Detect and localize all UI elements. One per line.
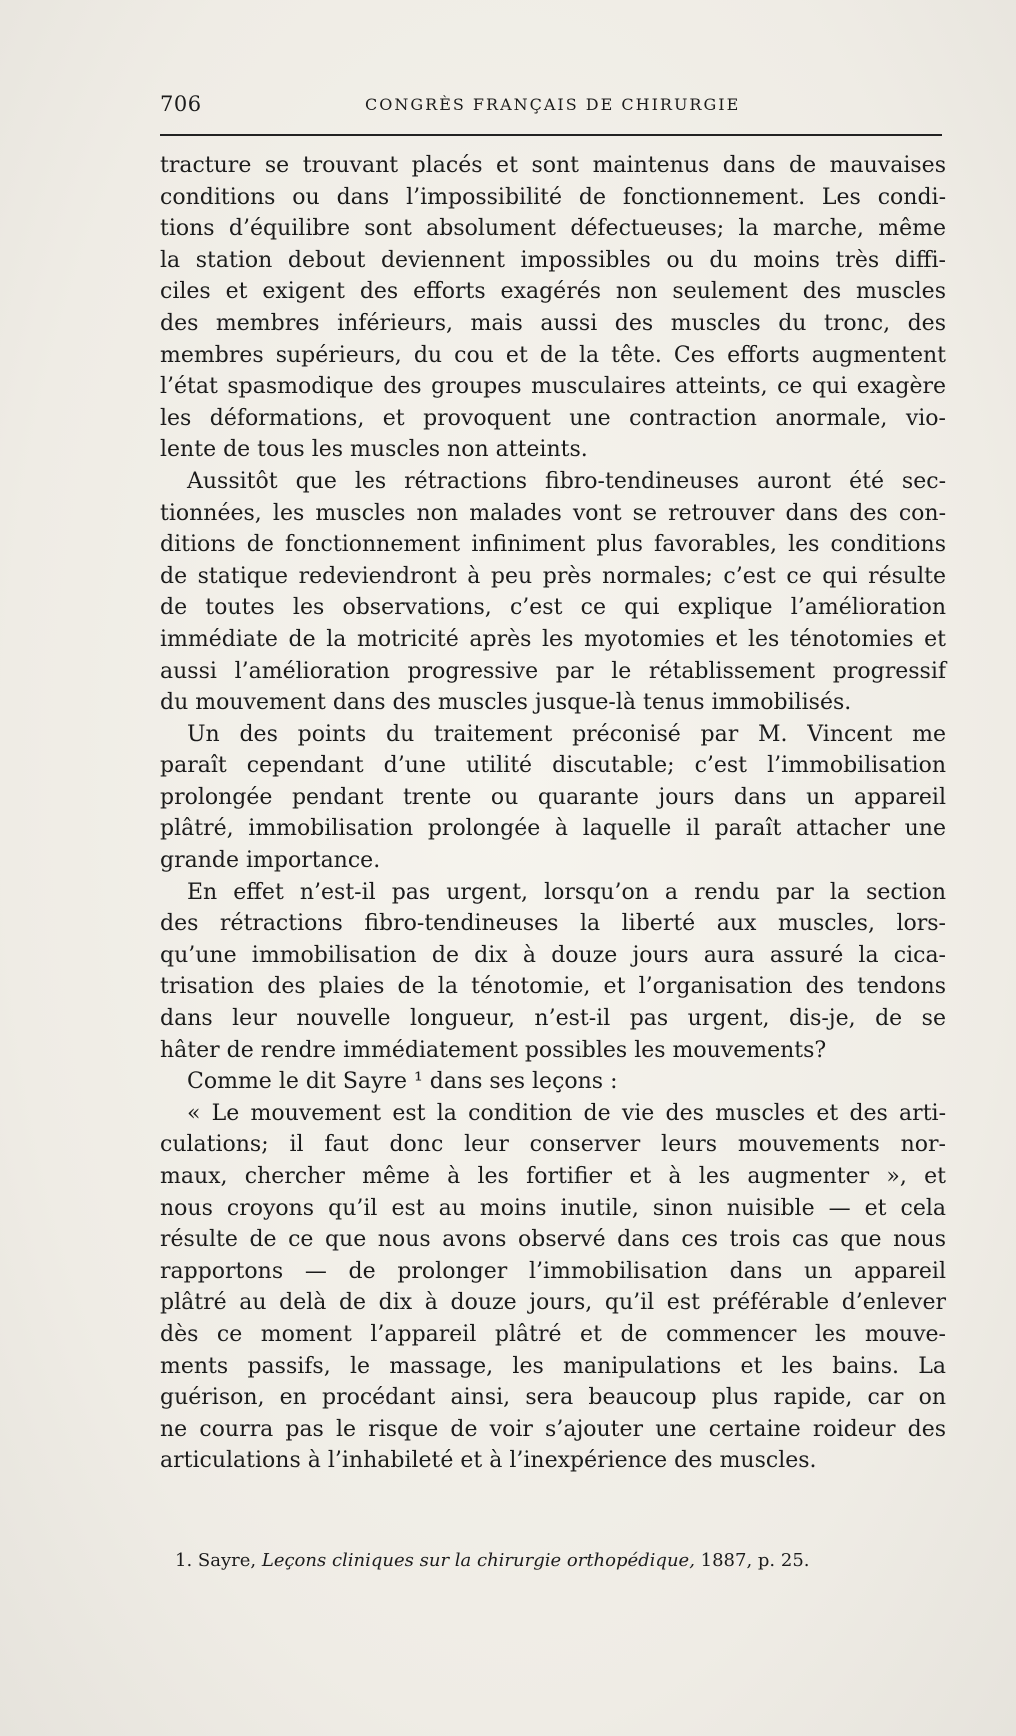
text-line: dans leur nouvelle longueur, n’est-il pas urgent, dis-je, de se (160, 1006, 946, 1032)
text-line: dès ce moment l’appareil plâtré et de commencer les mouve- (160, 1321, 946, 1347)
footnote-details: 1887, p. 25. (700, 1550, 810, 1571)
text-line: En effet n’est-il pas urgent, lorsqu’on a rendu par la section (187, 879, 946, 905)
text-line: conditions ou dans l’impossibilité de fonctionnement. Les condi- (160, 184, 946, 210)
text-line: « Le mouvement est la condition de vie des muscles et des arti- (187, 1100, 946, 1126)
text-line: du mouvement dans des muscles jusque-là tenus immobilisés. (160, 690, 852, 716)
text-line: paraît cependant d’une utilité discutable; c’est l’immobilisation (160, 753, 946, 779)
text-line: ments passifs, le massage, les manipulations et les bains. La (160, 1353, 946, 1379)
text-line: résulte de ce que nous avons observé dans ces trois cas que nous (160, 1227, 946, 1253)
footnote-author: Sayre, (197, 1550, 257, 1571)
running-head: CONGRÈS FRANÇAIS DE CHIRURGIE (365, 95, 741, 114)
text-line: grande importance. (160, 848, 381, 874)
text-line: la station debout deviennent impossibles ou du moins très diffi- (160, 247, 946, 273)
header-rule (160, 134, 942, 136)
text-line: hâter de rendre immédiatement possibles les mouvements? (160, 1037, 827, 1063)
text-line: Comme le dit Sayre ¹ dans ses leçons : (187, 1069, 618, 1095)
text-line: trisation des plaies de la ténotomie, et l’organisation des tendons (160, 974, 946, 1000)
text-line: plâtré au delà de dix à douze jours, qu’il est préférable d’enlever (160, 1290, 946, 1316)
text-line: les déformations, et provoquent une contraction anormale, vio- (160, 405, 946, 431)
text-line: lente de tous les muscles non atteints. (160, 437, 588, 463)
text-line: rapportons — de prolonger l’immobilisation dans un appareil (160, 1258, 946, 1284)
text-line: guérison, en procédant ainsi, sera beaucoup plus rapide, car on (160, 1385, 946, 1411)
text-line: ne courra pas le risque de voir s’ajouter une certaine roideur des (160, 1416, 946, 1442)
text-line: culations; il faut donc leur conserver leurs mouvements nor- (160, 1132, 946, 1158)
text-line: Aussitôt que les rétractions fibro-tendineuses auront été sec- (187, 468, 946, 494)
page-number: 706 (160, 92, 202, 116)
text-line: de toutes les observations, c’est ce qui explique l’amélioration (160, 595, 946, 621)
text-line: tionnées, les muscles non malades vont se retrouver dans des con- (160, 500, 946, 526)
text-line: prolongée pendant trente ou quarante jours dans un appareil (160, 784, 946, 810)
text-line: maux, chercher même à les fortifier et à les augmenter », et (160, 1164, 946, 1189)
text-line: plâtré, immobilisation prolongée à laquelle il paraît attacher une (160, 816, 946, 842)
text-line: qu’une immobilisation de dix à douze jours aura assuré la cica- (160, 942, 946, 968)
footnote-number: 1. (175, 1550, 193, 1571)
text-line: immédiate de la motricité après les myotomies et les ténotomies et (160, 626, 946, 652)
text-line: ditions de fonctionnement infiniment plus favorables, les conditions (160, 532, 946, 558)
text-line: des membres inférieurs, mais aussi des muscles du tronc, des (160, 310, 946, 336)
text-line: membres supérieurs, du cou et de la tête. Ces efforts augmentent (160, 342, 946, 368)
text-line: aussi l’amélioration progressive par le rétablissement progressif (160, 658, 946, 684)
text-line: Un des points du traitement préconisé par M. Vincent me (187, 721, 946, 747)
text-line: de statique redeviendront à peu près normales; c’est ce qui résulte (160, 563, 946, 589)
text-line: tions d’équilibre sont absolument défectueuses; la marche, même (160, 216, 946, 242)
text-line: articulations à l’inhabileté et à l’inexpérience des muscles. (160, 1448, 817, 1474)
text-line: nous croyons qu’il est au moins inutile, sinon nuisible — et cela (160, 1195, 946, 1221)
page-header (160, 92, 942, 118)
footnote (175, 1550, 810, 1571)
text-line: tracture se trouvant placés et sont maintenus dans de mauvaises (160, 153, 946, 178)
text-line: ciles et exigent des efforts exagérés non seulement des muscles (160, 279, 946, 305)
body-text (160, 150, 946, 1477)
footnote-title: Leçons cliniques sur la chirurgie orthopédique, (261, 1550, 695, 1571)
text-line: des rétractions fibro-tendineuses la liberté aux muscles, lors- (160, 911, 946, 937)
text-line: l’état spasmodique des groupes musculaires atteints, ce qui exagère (160, 374, 946, 400)
